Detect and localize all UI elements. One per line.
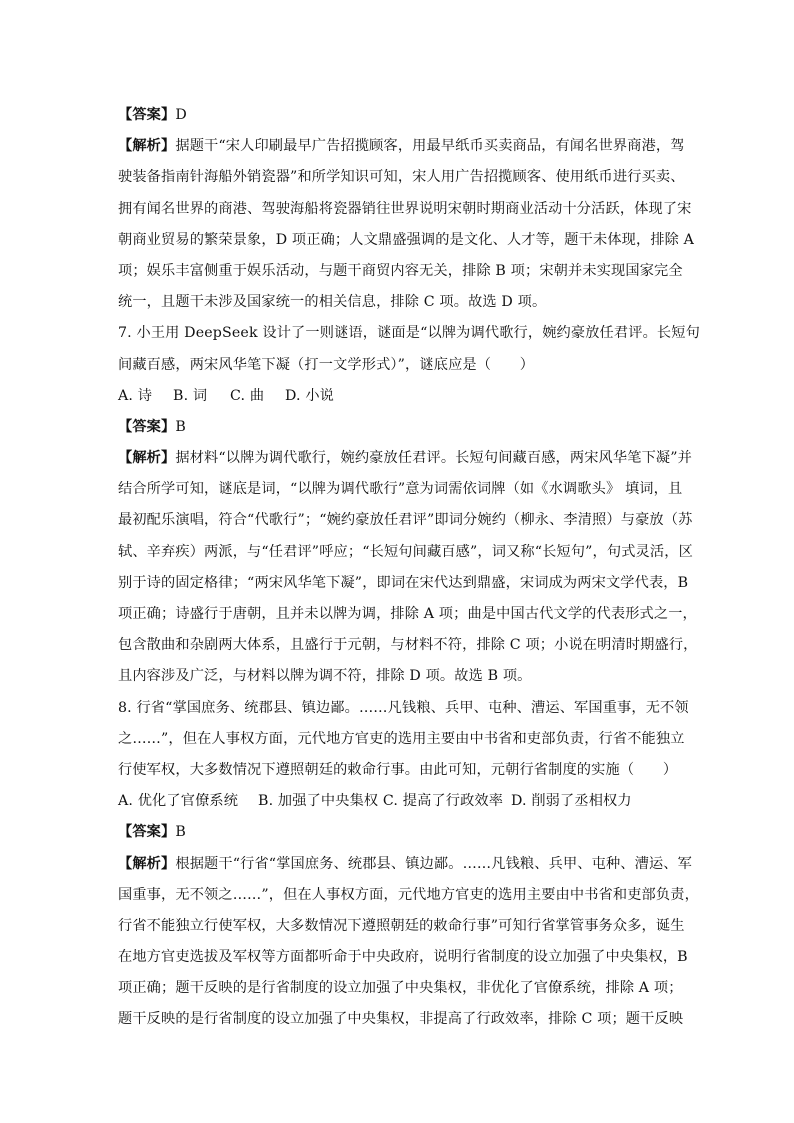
analysis-line: 行省不能独立行使军权，大多数情况下遵照朝廷的敕命行事”可知行省掌管事务众多，诞生 — [118, 917, 685, 934]
option-b: B. 词 — [173, 387, 208, 404]
option-a: A. 诗 — [118, 387, 153, 404]
analysis-tag: 【解析】 — [118, 450, 176, 467]
analysis-text: 据题干“宋人印刷最早广告招揽顾客，用最早纸币买卖商品，有闻名世界商港，驾 — [175, 138, 685, 155]
analysis-line — [118, 849, 692, 880]
answer-tag: 【答案】 — [118, 824, 176, 841]
analysis-line: 别于诗的固定格律；“两宋风华笔下凝”，即词在宋代达到鼎盛，宋词成为两宋文学代表，B — [118, 574, 689, 591]
option-b-c: B. 加强了中央集权 C. 提高了行政效率 — [258, 793, 504, 810]
option-d: D. 削弱了丞相权力 — [511, 793, 632, 810]
analysis-line — [118, 443, 692, 474]
question-8-stem: 之……”，但在人事权方面，元代地方官吏的选用主要由中书省和吏部负责，行省不能独立 — [118, 730, 685, 747]
analysis-text: 根据题干“行省“掌国庶务、统郡县、镇边鄙。……凡钱粮、兵甲、屯种、漕运、军 — [175, 855, 692, 872]
analysis-line: 最初配乐演唱，符合“代歌行”；“婉约豪放任君评”即词分婉约（柳永、李清照）与豪放（苏 — [118, 512, 693, 529]
analysis-line: 且内容涉及广泛，与材料以牌为调不符，排除 D 项。故选 B 项。 — [118, 668, 532, 685]
option-d: D. 小说 — [285, 387, 335, 404]
analysis-line: 项；娱乐丰富侧重于娱乐活动，与题干商贸内容无关，排除 B 项；宋朝并未实现国家完全 — [118, 262, 683, 279]
question-7-stem: 7. 小王用 DeepSeek 设计了一则谜语，谜面是“以牌为调代歌行，婉约豪放任君评。长短句 — [118, 325, 700, 342]
answer-value: D — [175, 107, 187, 123]
answer-tag: 【答案】 — [118, 418, 176, 435]
question-7-stem: 间藏百感，两宋风华笔下凝（打一文学形式）”，谜底应是（ ） — [118, 356, 535, 373]
analysis-tag: 【解析】 — [118, 138, 176, 155]
answer-value: B — [175, 824, 186, 841]
question-8-options — [118, 786, 684, 817]
analysis-tag: 【解析】 — [118, 855, 176, 872]
question-8-stem: 行使军权，大多数情况下遵照朝廷的敕命行事。由此可知，元朝行省制度的实施（ ） — [118, 761, 678, 778]
question-7-options — [118, 381, 684, 412]
answer-line-7 — [118, 412, 684, 443]
answer-line-6 — [118, 100, 684, 131]
analysis-line — [118, 131, 684, 162]
answer-line-8 — [118, 817, 684, 848]
analysis-line: 项正确；诗盛行于唐朝，且并未以牌为调，排除 A 项；曲是中国古代文学的代表形式之一， — [118, 606, 697, 622]
question-8-stem: 8. 行省“掌国庶务、统郡县、镇边鄙。……凡钱粮、兵甲、屯种、漕运、军国重事，无不领 — [118, 699, 689, 716]
analysis-line: 拥有闻名世界的商港、驾驶海船将瓷器销往世界说明宋朝时期商业活动十分活跃，体现了宋 — [118, 200, 692, 217]
analysis-line: 国重事，无不领之……”，但在人事权方面，元代地方官吏的选用主要由中书省和吏部负责， — [118, 886, 699, 903]
analysis-line: 结合所学可知，谜底是词，“以牌为调代歌行”意为词需依词牌（如《水调歌头》 填词，且 — [118, 481, 683, 498]
analysis-line: 轼、辛弃疾）两派，与“任君评”呼应；“长短句间藏百感”，词又称“长短句”，句式灵活，区 — [118, 543, 693, 560]
document-page — [118, 100, 700, 1036]
analysis-line: 项正确；题干反映的是行省制度的设立加强了中央集权，非优化了官僚系统，排除 A 项； — [118, 980, 683, 997]
analysis-line: 题干反映的是行省制度的设立加强了中央集权，非提高了行政效率，排除 C 项；题干反映 — [118, 1011, 684, 1028]
analysis-line: 在地方官吏选拔及军权等方面都听命于中央政府，说明行省制度的设立加强了中央集权，B — [118, 949, 688, 966]
option-a: A. 优化了官僚系统 — [118, 793, 239, 810]
option-c: C. 曲 — [230, 387, 265, 404]
analysis-line: 驶装备指南针海船外销瓷器”和所学知识可知，宋人用广告招揽顾客、使用纸币进行买卖、 — [118, 169, 685, 186]
analysis-text: 据材料“以牌为调代歌行，婉约豪放任君评。长短句间藏百感，两宋风华笔下凝”并 — [175, 450, 692, 467]
analysis-line: 统一，且题干未涉及国家统一的相关信息，排除 C 项。故选 D 项。 — [118, 294, 547, 311]
analysis-line: 朝商业贸易的繁荣景象，D 项正确；人文鼎盛强调的是文化、人才等，题干未体现，排除 A — [118, 231, 695, 248]
answer-tag: 【答案】 — [118, 107, 176, 123]
analysis-line: 包含散曲和杂剧两大体系，且盛行于元朝，与材料不符，排除 C 项；小说在明清时期盛行， — [118, 637, 698, 654]
answer-value: B — [175, 418, 186, 435]
